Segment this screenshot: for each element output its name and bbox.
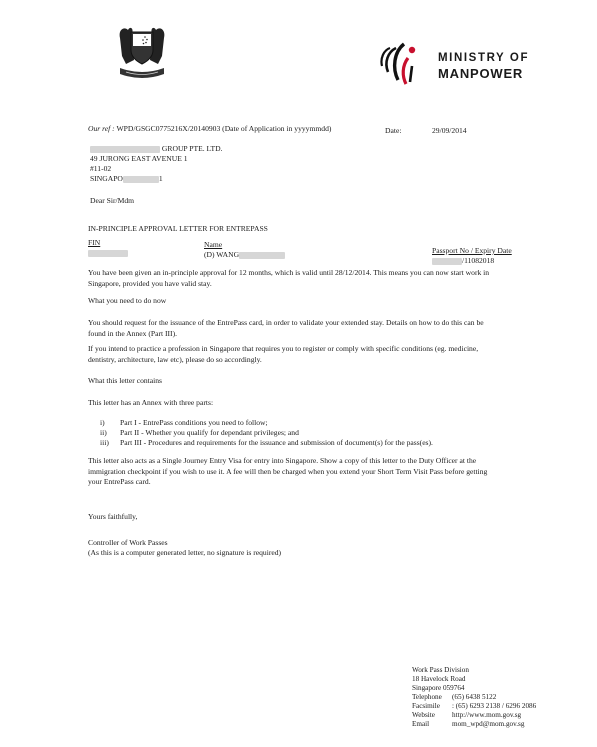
salutation: Dear Sir/Mdm <box>90 196 135 205</box>
address-line3: SINGAPO 1 <box>90 174 163 183</box>
date-value: 29/09/2014 <box>432 126 467 135</box>
paragraph-entry-visa: This letter also acts as a Single Journey Entry Visa for entry into Singapore. Show a copy of this letter to the Duty Officer at the immigration checkpoint if you wish to use it. A fee will then be charged when you extend your Short Term Visit Pass before getting your EntrePass card. <box>88 456 488 486</box>
list-item: ii) Part II - Whether you qualify for dependant privileges; and <box>100 428 299 437</box>
name-label: Name <box>204 240 223 249</box>
footer-division: Work Pass Division <box>412 666 469 674</box>
redacted-block <box>432 258 462 265</box>
passport-value: /11082018 <box>432 256 494 266</box>
ref-value: WPD/GSGC0775216X/20140903 (Date of Application in yyyymmdd) <box>116 124 332 133</box>
footer-email: Email mom_wpd@mom.gov.sg <box>412 720 525 728</box>
paragraph-annex: This letter has an Annex with three parts: <box>88 398 214 407</box>
name-value: (D) WANG <box>204 250 285 260</box>
signatory: Controller of Work Passes <box>88 538 168 547</box>
footer-city: Singapore 059764 <box>412 684 465 692</box>
mom-logo-icon <box>378 36 418 88</box>
coat-of-arms-icon <box>116 20 168 82</box>
reference-line <box>88 124 331 134</box>
sign-off: Yours faithfully, <box>88 512 138 521</box>
ministry-title-line2: MANPOWER <box>438 66 524 81</box>
paragraph-approval: You have been given an in-principle approval for 12 months, which is valid until 28/12/2014. This means you can now start work in Singapore, provided you have valid stay. <box>88 268 490 288</box>
paragraph-profession: If you intend to practice a profession in Singapore that requires you to register or comply with specific conditions (eg. medicine, dentistry, architecture, law etc), please do so accordingly. <box>88 344 479 364</box>
letter-title: IN-PRINCIPLE APPROVAL LETTER FOR ENTREPASS <box>88 224 268 233</box>
redacted-block <box>90 146 160 153</box>
address-company: GROUP PTE. LTD. <box>90 144 223 154</box>
ref-label: Our ref : <box>88 124 115 133</box>
ministry-title-line1: MINISTRY OF <box>438 52 530 64</box>
date-label: Date: <box>385 126 402 135</box>
heading-what-to-do: What you need to do now <box>88 296 167 305</box>
passport-label: Passport No / Expiry Date <box>432 246 512 255</box>
redacted-block <box>239 252 285 259</box>
fin-value <box>88 248 128 258</box>
list-item: iii) Part III - Procedures and requirements for the issuance and submission of document(s) for the pass(es). <box>100 438 433 447</box>
address-line1: 49 JURONG EAST AVENUE 1 <box>90 154 188 163</box>
redacted-block <box>88 250 128 257</box>
paragraph-entrepass-card: You should request for the issuance of the EntrePass card, in order to validate your extended stay. Details on how to do this can be found in the Annex (Part III). <box>88 318 484 338</box>
footer-website: Website http://www.mom.gov.sg <box>412 711 522 719</box>
heading-letter-contains: What this letter contains <box>88 376 163 385</box>
list-item: i) Part I - EntrePass conditions you need to follow; <box>100 418 268 427</box>
footer-street: 18 Havelock Road <box>412 675 466 683</box>
address-line2: #11-02 <box>90 164 112 173</box>
footer-facsimile: Facsimile : (65) 6293 2138 / 6296 2086 <box>412 702 537 710</box>
redacted-block <box>123 176 159 183</box>
signature-note: (As this is a computer generated letter, no signature is required) <box>88 548 282 557</box>
fin-label: FIN <box>88 238 101 247</box>
footer-telephone: Telephone (65) 6438 5122 <box>412 693 497 701</box>
